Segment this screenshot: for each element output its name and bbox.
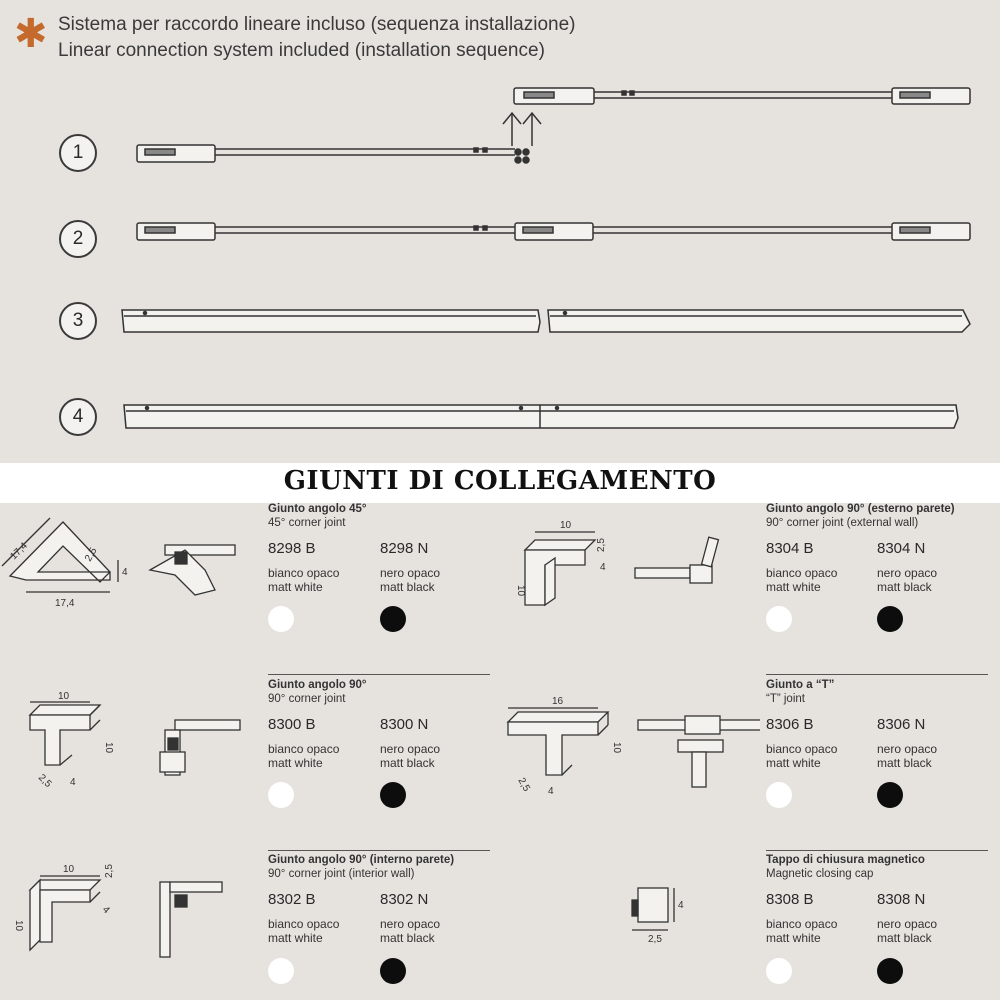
product-name-it: Giunto angolo 90° (268, 679, 367, 691)
finish-black: nero opaco matt black (380, 742, 441, 770)
product-name-en: 90° corner joint (external wall) (766, 517, 919, 529)
step-number: 3 (59, 302, 97, 340)
dim-label: 16 (552, 696, 564, 707)
product-code-black: 8300 N (380, 716, 429, 733)
dim-label: 10 (63, 864, 75, 875)
finish-white: bianco opaco matt white (766, 566, 838, 594)
product-90-drawing (0, 690, 250, 800)
swatch-white (268, 606, 294, 632)
product-code-black: 8304 N (877, 540, 926, 557)
product-name-en: 90° corner joint (268, 693, 346, 705)
product-code-black: 8306 N (877, 716, 926, 733)
dim-label: 4 (70, 777, 76, 788)
dim-label: 10 (13, 920, 24, 932)
product-code-black: 8298 N (380, 540, 429, 557)
divider (766, 850, 988, 851)
product-name-en: “T” joint (766, 693, 805, 705)
swatch-black (877, 782, 903, 808)
swatch-white (766, 782, 792, 808)
product-45-drawing (0, 510, 250, 630)
product-name-it: Giunto angolo 90° (interno parete) (268, 854, 455, 866)
dim-label: 4 (548, 786, 554, 797)
dim-label: 2,5 (104, 864, 115, 878)
step-number: 1 (59, 134, 97, 172)
finish-white: bianco opaco matt white (268, 566, 340, 594)
swatch-white (766, 606, 792, 632)
product-90-interior-drawing (0, 860, 250, 970)
product-code-white: 8302 B (268, 891, 316, 908)
dim-label: 4 (122, 567, 128, 578)
dim-label: 10 (560, 520, 572, 531)
step3-profiles (122, 310, 970, 332)
product-code-black: 8302 N (380, 891, 429, 908)
dim-label: 4 (678, 900, 684, 911)
finish-white: bianco opaco matt white (766, 742, 838, 770)
finish-black: nero opaco matt black (380, 917, 441, 945)
product-name-en: Magnetic closing cap (766, 868, 874, 880)
divider (766, 674, 988, 675)
product-name-it: Giunto angolo 90° (esterno parete) (766, 503, 955, 515)
product-t-joint-drawing (500, 690, 760, 800)
swatch-black (877, 606, 903, 632)
dim-label: 17,4 (8, 540, 30, 563)
product-name-it: Giunto a “T” (766, 679, 835, 691)
finish-black: nero opaco matt black (877, 742, 938, 770)
swatch-black (380, 606, 406, 632)
finish-black: nero opaco matt black (380, 566, 441, 594)
dim-label: 17,4 (55, 598, 75, 609)
product-name-it: Tappo di chiusura magnetico (766, 854, 925, 866)
dim-label: 10 (58, 691, 70, 702)
step1-lower-bar (137, 145, 529, 163)
swatch-black (380, 958, 406, 984)
dim-label: 4 (600, 562, 606, 573)
dim-label: 2,5 (35, 772, 54, 790)
swatch-white (268, 958, 294, 984)
finish-white: bianco opaco matt white (766, 917, 838, 945)
product-name-en: 45° corner joint (268, 517, 346, 529)
swatch-black (877, 958, 903, 984)
product-name-it: Giunto angolo 45° (268, 503, 367, 515)
step4-profiles (124, 405, 958, 428)
step1-upper-bar (514, 88, 970, 104)
dim-label: 2,5 (515, 776, 532, 794)
section-title: GIUNTI DI COLLEGAMENTO (283, 466, 717, 496)
dim-label: 2,5 (83, 545, 100, 564)
product-name-en: 90° corner joint (interior wall) (268, 868, 415, 880)
product-code-white: 8304 B (766, 540, 814, 557)
finish-white: bianco opaco matt white (268, 742, 340, 770)
up-arrows-icon (503, 113, 541, 146)
step-number: 4 (59, 398, 97, 436)
divider (268, 850, 490, 851)
finish-white: bianco opaco matt white (268, 917, 340, 945)
header-title-it: Sistema per raccordo lineare incluso (sequenza installazione) (58, 14, 576, 35)
swatch-white (766, 958, 792, 984)
swatch-white (268, 782, 294, 808)
product-code-white: 8306 B (766, 716, 814, 733)
divider (268, 674, 490, 675)
dim-label: 10 (515, 585, 526, 597)
step-number: 2 (59, 220, 97, 258)
dim-label: 10 (611, 742, 622, 754)
step2-bar (137, 223, 970, 240)
header-title-en: Linear connection system included (installation sequence) (58, 40, 545, 61)
dim-label: 2,5 (596, 538, 607, 552)
product-magnetic-cap-drawing (620, 880, 710, 950)
swatch-black (380, 782, 406, 808)
dim-label: 2,5 (648, 934, 662, 945)
installation-sequence-drawing (0, 0, 1000, 460)
asterisk-icon: ✱ (14, 12, 48, 56)
product-code-black: 8308 N (877, 891, 926, 908)
product-code-white: 8300 B (268, 716, 316, 733)
dim-label: 4 (99, 904, 112, 917)
finish-black: nero opaco matt black (877, 566, 938, 594)
product-90-external-drawing (500, 510, 750, 630)
finish-black: nero opaco matt black (877, 917, 938, 945)
dim-label: 10 (103, 742, 114, 754)
product-code-white: 8298 B (268, 540, 316, 557)
product-code-white: 8308 B (766, 891, 814, 908)
